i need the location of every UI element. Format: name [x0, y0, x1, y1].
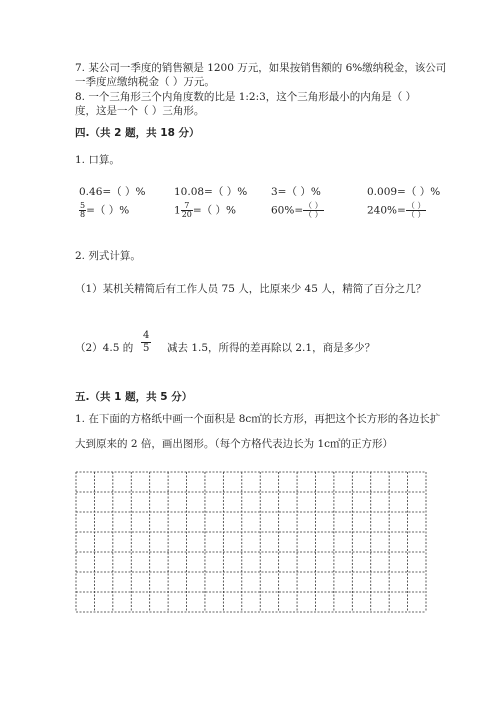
q8-line-2: 度，这是一个（ ）三角形。	[75, 105, 205, 117]
graph-paper-grid[interactable]	[75, 471, 427, 616]
fraction-denominator: 5	[143, 342, 150, 354]
s4-q2-part2-pre: （2）4.5 的	[75, 342, 134, 354]
answer-blank: =（ ）%	[86, 204, 130, 217]
percent-expression: 240%=	[367, 204, 406, 217]
fraction-numerator: （ ）	[406, 201, 426, 210]
mental-r1-b: 10.08=（ ）%	[174, 186, 248, 198]
mental-r2-a	[79, 202, 129, 219]
fraction-denominator: 20	[181, 210, 192, 219]
q7-line-2: 一季度应缴纳税金（ ）万元。	[75, 76, 215, 88]
s5-line-1: 1. 在下面的方格纸中画一个面积是 8c㎡的长方形，再把这个长方形的各边长扩	[75, 413, 441, 425]
mental-r2-b	[174, 202, 236, 219]
fraction-denominator: （ ）	[304, 210, 323, 219]
q7-line-1: 7. 某公司一季度的销售额是 1200 万元，如果按销售额的 6%缴纳税金，该公司	[75, 62, 447, 74]
fraction	[181, 202, 193, 219]
mental-r1-d: 0.009=（ ）%	[367, 186, 441, 198]
s5-line-2: 大到原来的 2 倍，画出图形。（每个方格代表边长为 1c㎡的正方形）	[75, 438, 394, 450]
fraction-denominator: 8	[80, 210, 86, 219]
section-5-title: 五.（共 1 题，共 5 分）	[75, 391, 193, 403]
fraction-numerator: （ ）	[304, 201, 323, 210]
mental-r2-d	[367, 202, 426, 219]
mental-r2-c	[271, 202, 324, 219]
s4-q2-label: 2. 列式计算。	[75, 250, 141, 262]
fraction-denominator: （ ）	[406, 210, 426, 219]
answer-blank: =（ ）%	[192, 204, 236, 217]
fraction	[303, 202, 324, 219]
s4-q2-part1: （1）某机关精简后有工作人员 75 人，比原来少 45 人，精简了百分之几？	[75, 283, 427, 295]
mixed-whole: 1	[174, 204, 181, 217]
section-4-title: 四.（共 2 题，共 18 分）	[75, 127, 200, 139]
q8-line-1: 8. 一个三角形三个内角度数的比是 1:2:3，这个三角形最小的内角是（ ）	[75, 91, 417, 103]
mental-r1-c: 3=（ ）%	[271, 186, 321, 198]
fraction-numerator: 5	[80, 201, 86, 210]
s4-q2-part2-post: 减去 1.5，所得的差再除以 2.1，商是多少？	[167, 342, 376, 354]
fraction-numerator: 7	[181, 202, 193, 211]
mental-r1-a: 0.46=（ ）%	[79, 186, 146, 198]
percent-expression: 60%=	[271, 204, 304, 217]
graph-paper-svg[interactable]	[75, 471, 427, 613]
s4-q1-label: 1. 口算。	[75, 154, 120, 166]
fraction-numerator: 4	[143, 330, 150, 341]
s4-q2-part2-fraction	[141, 330, 151, 354]
fraction	[406, 202, 427, 219]
